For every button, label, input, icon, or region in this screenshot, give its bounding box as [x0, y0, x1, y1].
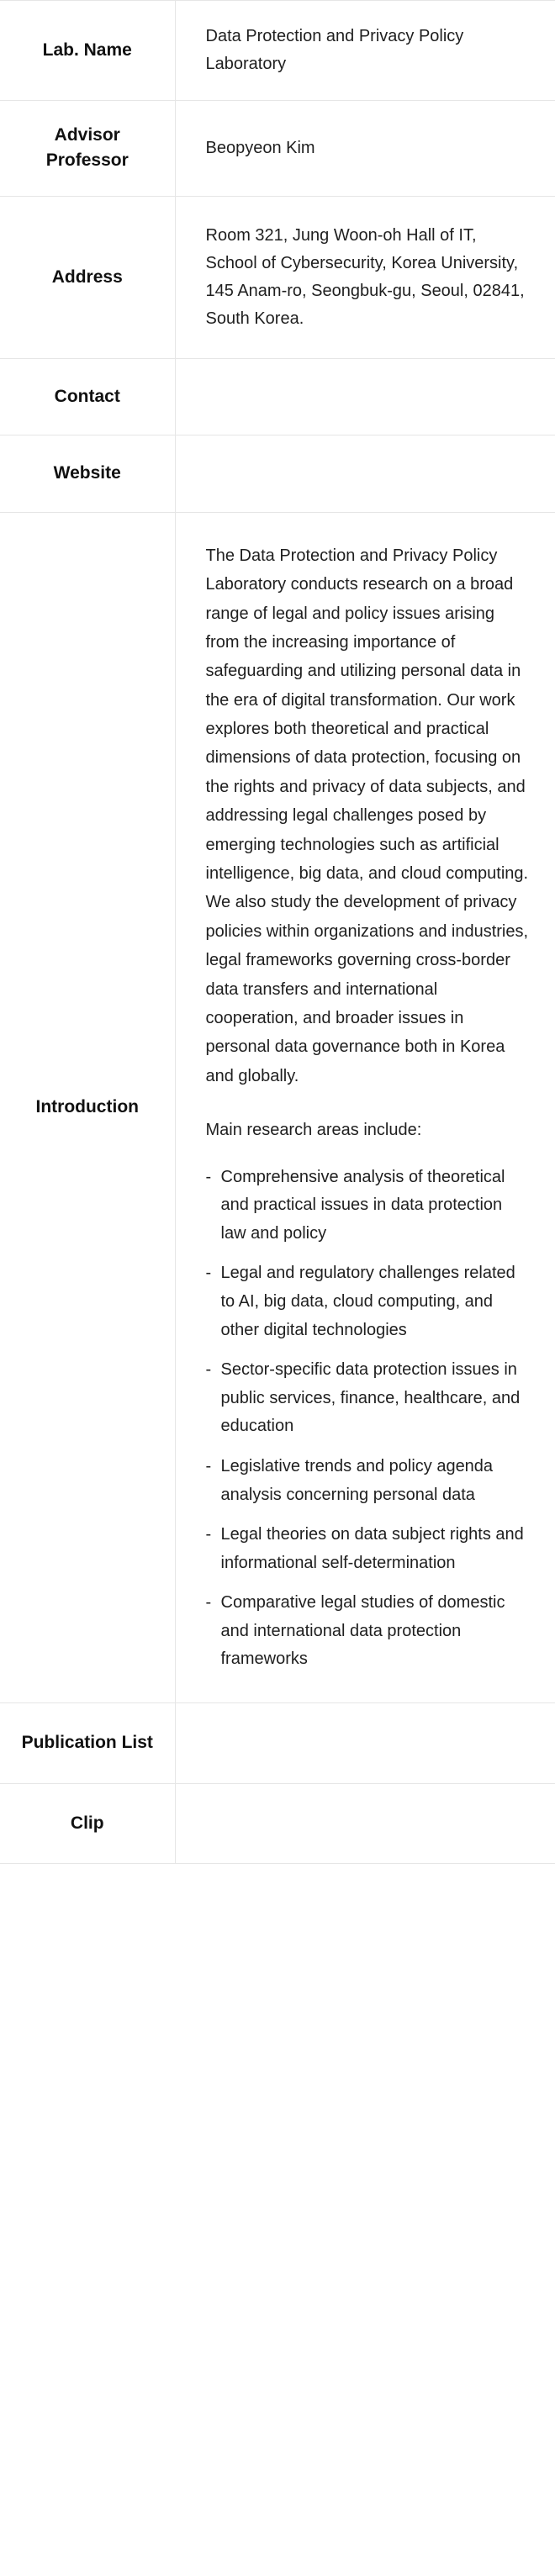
row-label-advisor-professor: Advisor Professor [0, 101, 175, 197]
list-item [206, 1164, 532, 1248]
bullet-dash: - [205, 1593, 212, 1613]
row-value-address: Room 321, Jung Woon-oh Hall of IT, School of Cybersecurity, Korea University, 145 Anam-ro, Seongbuk-gu, Seoul, 02841, South Korea. [205, 225, 525, 328]
row-label-clip: Clip [0, 1783, 175, 1863]
table-row-clip [0, 1783, 555, 1863]
row-label-contact: Contact [0, 358, 175, 435]
list-item [206, 1259, 532, 1344]
list-item [206, 1356, 532, 1441]
table-row-introduction [0, 512, 555, 1702]
list-item-text: Legislative trends and policy agenda analysis concerning personal data [220, 1456, 494, 1504]
bullet-dash: - [205, 1525, 212, 1544]
list-item [206, 1453, 532, 1509]
row-value-advisor-professor: Beopyeon Kim [205, 138, 315, 157]
publication-list-empty-value [206, 1734, 532, 1752]
clip-empty-value [206, 1814, 532, 1833]
bullet-dash: - [205, 1167, 212, 1186]
list-item-text: Comparative legal studies of domestic and international data protection frameworks [220, 1593, 505, 1669]
list-item-text: Sector-specific data protection issues in public services, finance, healthcare, and education [220, 1360, 521, 1436]
row-label-publication-list: Publication List [0, 1703, 175, 1783]
row-value-contact [175, 358, 555, 435]
list-item-text: Legal theories on data subject rights and informational self-determination [220, 1525, 524, 1572]
introduction-paragraph: The Data Protection and Privacy Policy Laboratory conducts research on a broad range of legal and policy issues arising from the increasing importance of safeguarding and utilizing personal data in the era of digital transformation. Our work explores both theoretical and practical dimensions of data protection, focusing on the rights and privacy of data subjects, and addressing legal challenges posed by emerging technologies such as artificial intelligence, big data, and cloud computing. We also study the development of privacy policies within organizations and industries, legal frameworks governing cross-border data transfers and international cooperation, and broader issues in personal data governance both in Korea and globally. [205, 546, 529, 1085]
row-value-introduction [175, 512, 555, 1702]
row-label-website: Website [0, 435, 175, 512]
list-item [206, 1589, 532, 1674]
table-row-lab-name [0, 1, 555, 101]
contact-empty-value [206, 388, 532, 406]
bullet-dash: - [205, 1360, 212, 1380]
table-row-address [0, 196, 555, 358]
table-row-contact [0, 358, 555, 435]
row-label-lab-name: Lab. Name [0, 1, 175, 101]
introduction-subheading: Main research areas include: [205, 1121, 422, 1140]
list-item-text: Legal and regulatory challenges related to AI, big data, cloud computing, and other digital technologies [220, 1264, 515, 1339]
row-label-introduction: Introduction [0, 512, 175, 1702]
row-value-website [175, 435, 555, 512]
bullet-dash: - [205, 1264, 212, 1283]
table-row-advisor-professor [0, 101, 555, 197]
row-label-address: Address [0, 196, 175, 358]
list-item-text: Comprehensive analysis of theoretical and practical issues in data protection law and policy [220, 1167, 505, 1243]
row-value-lab-name: Data Protection and Privacy Policy Laboratory [205, 27, 464, 73]
website-empty-value [206, 465, 532, 483]
bullet-dash: - [205, 1456, 212, 1475]
row-value-clip [175, 1783, 555, 1863]
table-row-publication-list [0, 1703, 555, 1783]
row-value-publication-list [175, 1703, 555, 1783]
table-row-website [0, 435, 555, 512]
research-area-list [206, 1164, 532, 1675]
list-item [206, 1521, 532, 1577]
